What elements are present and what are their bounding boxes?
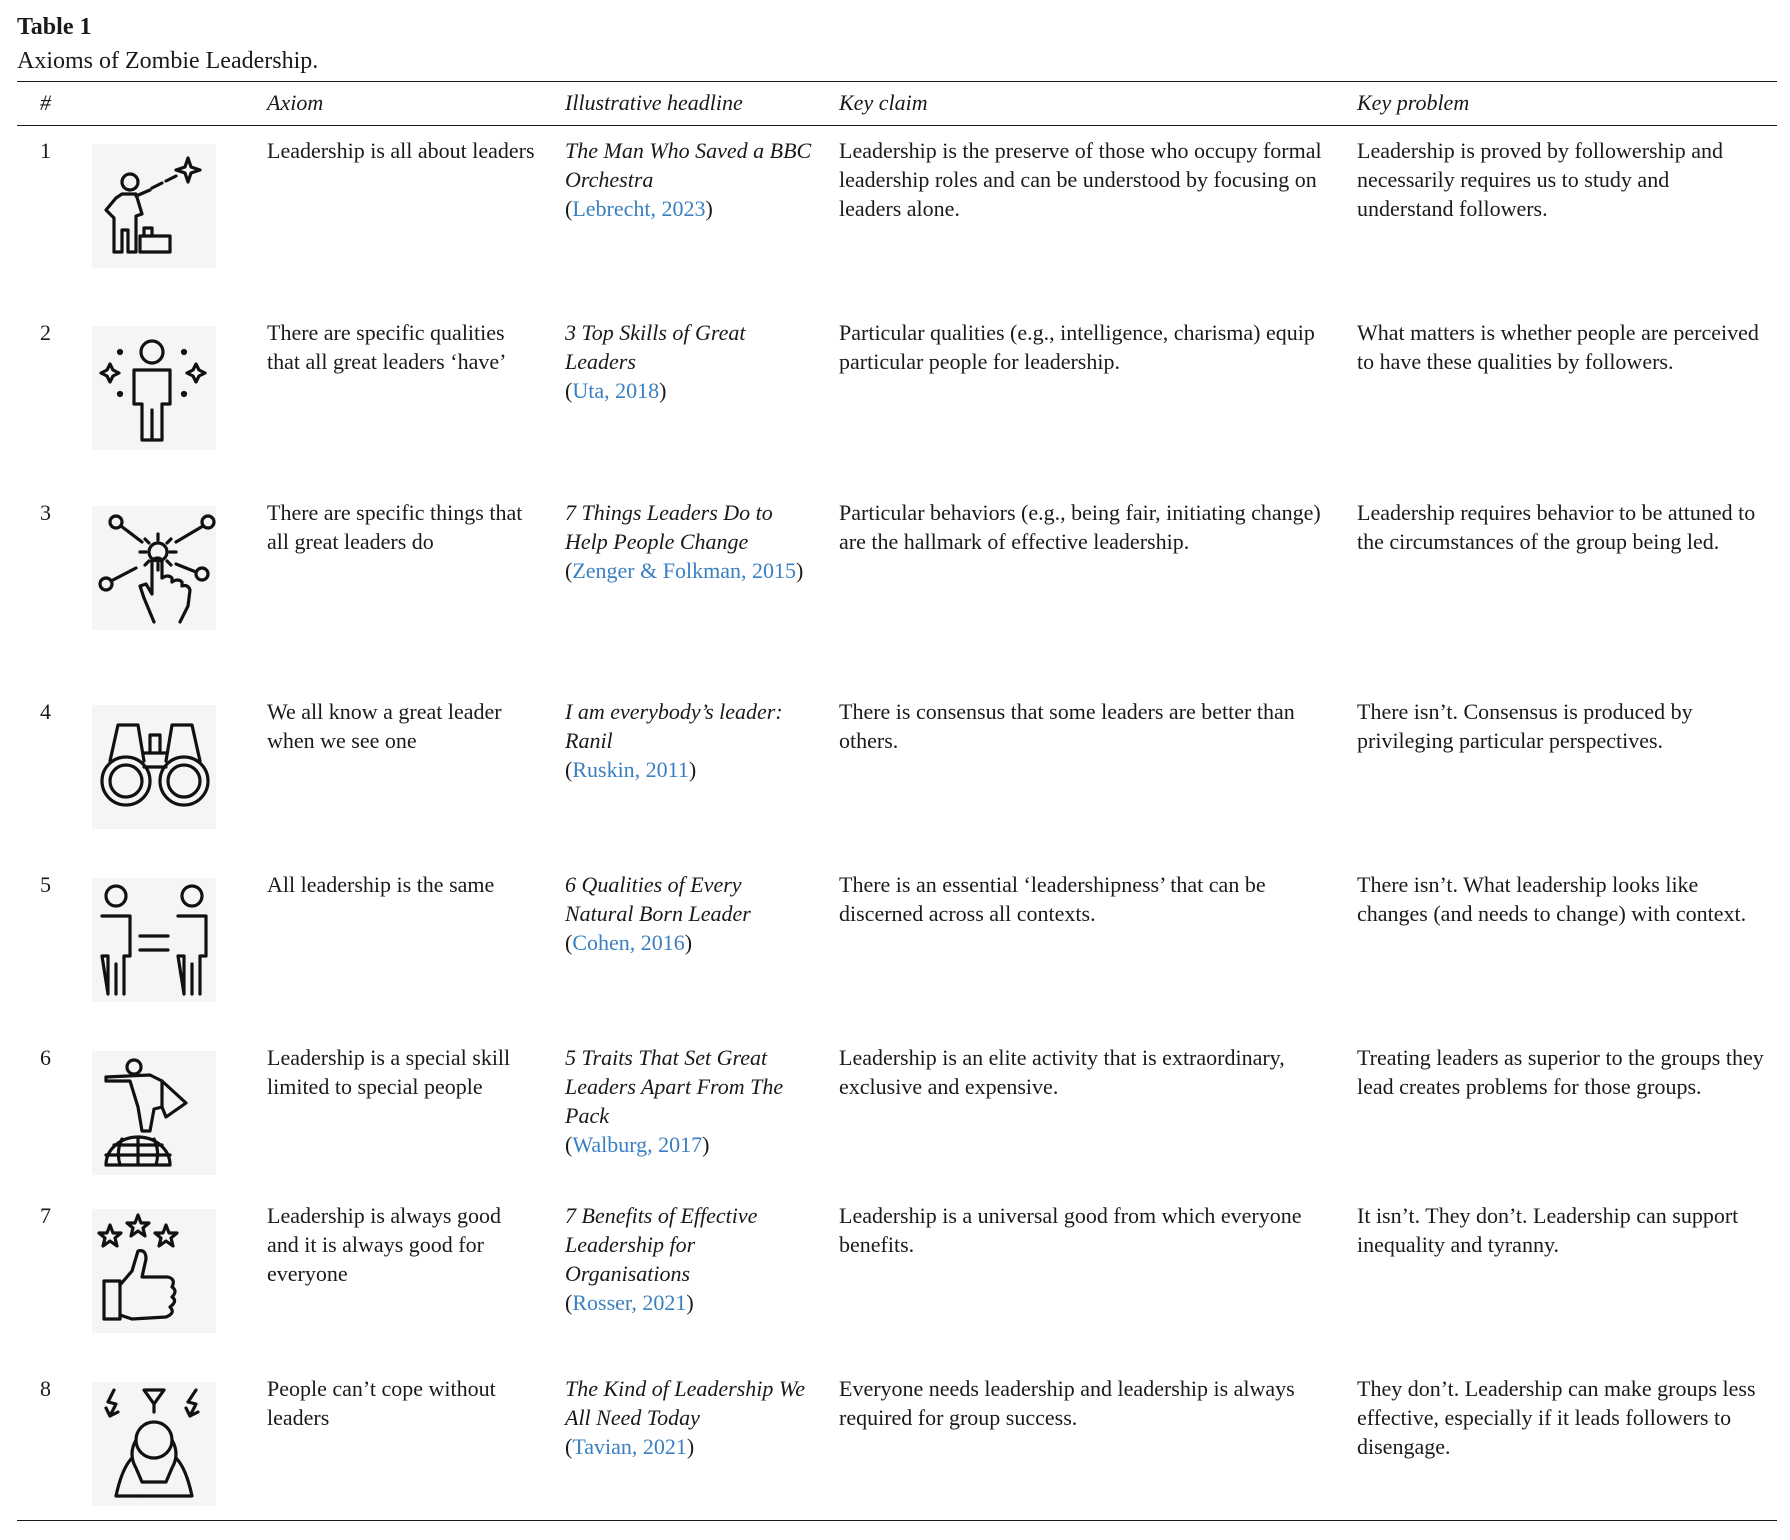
table-label: Table 1	[17, 14, 92, 40]
key-problem-text: What matters is whether people are perceived to have these qualities by followers.	[1357, 320, 1759, 374]
key-problem-text: They don’t. Leadership can make groups less effective, especially if it leads followers to disengage.	[1357, 1376, 1756, 1459]
citation-link[interactable]: Cohen, 2016	[572, 930, 685, 955]
key-claim-text: There is consensus that some leaders are better than others.	[839, 699, 1295, 753]
axiom-text: Leadership is all about leaders	[267, 138, 535, 163]
headline-title: 6 Qualities of Every Natural Born Leader	[565, 872, 751, 926]
key-problem-text: Leadership is proved by followership and necessarily requires us to study and understand followers.	[1357, 138, 1723, 221]
headline-title: 7 Things Leaders Do to Help People Change	[565, 500, 773, 554]
key-claim-text: Leadership is a universal good from which everyone benefits.	[839, 1203, 1302, 1257]
headline-title: I am everybody’s leader: Ranil	[565, 699, 783, 753]
citation-link[interactable]: Zenger & Folkman, 2015	[572, 558, 796, 583]
cite-close: )	[686, 1290, 694, 1315]
cite-open: (	[565, 1434, 573, 1459]
key-claim-text: Everyone needs leadership and leadership is always required for group success.	[839, 1376, 1295, 1430]
header-key-problem: Key problem	[1357, 90, 1470, 115]
citation	[565, 928, 815, 957]
header-number: #	[40, 90, 51, 115]
key-claim-text: Particular qualities (e.g., intelligence, charisma) equip particular people for leadership.	[839, 320, 1315, 374]
cite-close: )	[659, 378, 667, 403]
cite-close: )	[705, 196, 713, 221]
headline-cell	[565, 1374, 815, 1461]
row-number: 5	[40, 872, 51, 897]
key-problem-text: It isn’t. They don’t. Leadership can support inequality and tyranny.	[1357, 1203, 1739, 1257]
headline-cell	[565, 136, 815, 223]
key-claim-text: There is an essential ‘leadershipness’ that can be discerned across all contexts.	[839, 872, 1266, 926]
cite-close: )	[688, 757, 697, 782]
cite-close: )	[686, 1434, 695, 1459]
citation	[565, 1130, 815, 1159]
headline-cell	[565, 318, 815, 405]
key-problem-text: Leadership requires behavior to be attuned to the circumstances of the group being led.	[1357, 500, 1756, 554]
citation-link[interactable]: Lebrecht, 2023	[572, 196, 706, 221]
key-problem-text: Treating leaders as superior to the groups they lead creates problems for those groups.	[1357, 1045, 1764, 1099]
person-flag-globe-icon	[92, 1051, 216, 1175]
row-number: 6	[40, 1045, 51, 1070]
citation	[565, 1432, 815, 1461]
citation-link[interactable]: Walburg, 2017	[572, 1132, 703, 1157]
cite-close: )	[702, 1132, 710, 1157]
bottom-rule	[17, 1520, 1777, 1521]
headline-cell	[565, 1201, 815, 1317]
person-sparkles-icon	[92, 326, 216, 450]
header-rule	[17, 125, 1777, 126]
two-people-equal-icon	[92, 878, 216, 1002]
leader-pointing-star-icon	[92, 144, 216, 268]
table-title: Axioms of Zombie Leadership.	[17, 48, 319, 74]
citation-link[interactable]: Rosser, 2021	[572, 1290, 687, 1315]
citation	[565, 755, 815, 784]
cite-open: (	[565, 757, 573, 782]
axiom-text: There are specific qualities that all great leaders ‘have’	[267, 320, 507, 374]
headline-cell	[565, 498, 815, 585]
headline-title: 5 Traits That Set Great Leaders Apart From The Pack	[565, 1045, 784, 1128]
headline-title: The Man Who Saved a BBC Orchestra	[565, 138, 812, 192]
key-problem-text: There isn’t. Consensus is produced by privileging particular perspectives.	[1357, 699, 1693, 753]
axiom-text: We all know a great leader when we see one	[267, 699, 502, 753]
headline-title: 3 Top Skills of Great Leaders	[565, 320, 746, 374]
axiom-text: Leadership is always good and it is always good for everyone	[267, 1203, 501, 1286]
key-claim-text: Leadership is the preserve of those who occupy formal leadership roles and can be understood by focusing on leaders alone.	[839, 138, 1322, 221]
citation	[565, 376, 815, 405]
cite-open: (	[565, 558, 573, 583]
row-number: 2	[40, 320, 51, 345]
cite-open: (	[565, 1290, 573, 1315]
top-rule	[17, 81, 1777, 82]
row-number: 7	[40, 1203, 51, 1228]
row-number: 8	[40, 1376, 51, 1401]
key-claim-text: Particular behaviors (e.g., being fair, initiating change) are the hallmark of effective leadership.	[839, 500, 1321, 554]
headline-title: The Kind of Leadership We All Need Today	[565, 1376, 805, 1430]
hand-gear-network-icon	[92, 506, 216, 630]
headline-cell	[565, 697, 815, 784]
citation	[565, 194, 815, 223]
key-problem-text: There isn’t. What leadership looks like changes (and needs to change) with context.	[1357, 872, 1747, 926]
header-axiom: Axiom	[267, 90, 324, 115]
cite-close: )	[684, 930, 693, 955]
axiom-text: Leadership is a special skill limited to special people	[267, 1045, 511, 1099]
citation-link[interactable]: Uta, 2018	[572, 378, 660, 403]
header-key-claim: Key claim	[839, 90, 928, 115]
citation	[565, 1288, 815, 1317]
key-claim-text: Leadership is an elite activity that is extraordinary, exclusive and expensive.	[839, 1045, 1285, 1099]
row-number: 1	[40, 138, 51, 163]
header-headline: Illustrative headline	[565, 90, 743, 115]
citation	[565, 556, 815, 585]
cite-open: (	[565, 378, 573, 403]
headline-cell	[565, 1043, 815, 1159]
axiom-text: All leadership is the same	[267, 872, 495, 897]
stressed-person-lightning-icon	[92, 1382, 216, 1506]
row-number: 3	[40, 500, 51, 525]
axiom-text: There are specific things that all great leaders do	[267, 500, 523, 554]
cite-close: )	[795, 558, 804, 583]
headline-title: 7 Benefits of Effective Leadership for Organisations	[565, 1203, 758, 1286]
row-number: 4	[40, 699, 51, 724]
headline-cell	[565, 870, 815, 957]
binoculars-icon	[92, 705, 216, 829]
citation-link[interactable]: Tavian, 2021	[572, 1434, 687, 1459]
thumbs-up-stars-icon	[92, 1209, 216, 1333]
table-caption	[17, 10, 318, 78]
cite-open: (	[565, 1132, 573, 1157]
cite-open: (	[565, 196, 573, 221]
axiom-text: People can’t cope without leaders	[267, 1376, 496, 1430]
citation-link[interactable]: Ruskin, 2011	[572, 757, 689, 782]
cite-open: (	[565, 930, 573, 955]
